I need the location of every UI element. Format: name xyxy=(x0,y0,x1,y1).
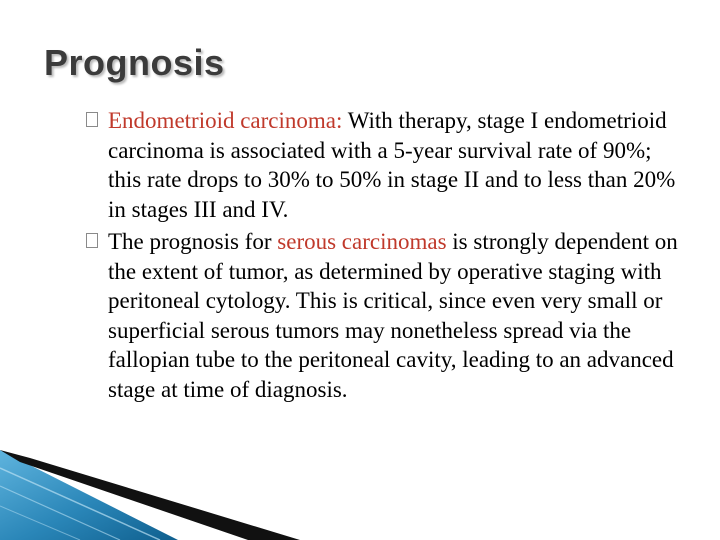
bullet-item-serous xyxy=(86,227,686,404)
bullet-text xyxy=(86,106,686,224)
bullet-text xyxy=(86,227,686,404)
slide-title: Prognosis xyxy=(44,42,225,83)
slide-body xyxy=(86,106,686,404)
box-bullet-icon xyxy=(86,112,98,127)
box-bullet-icon xyxy=(86,233,98,248)
bullet-body-text: is strongly dependent on the extent of tumor, as determined by operative staging with peritoneal cytology. This is critical, since even very small or superficial serous tumors may nonetheless spread via the fallopian tube to the peritoneal cavity, leading to an advanced stage at time of diagnosis. xyxy=(108,229,678,402)
bullet-item-endometrioid xyxy=(86,106,686,224)
corner-decoration xyxy=(0,450,300,540)
bullet-lead-text: The prognosis for xyxy=(108,229,278,254)
highlight-term: Endometrioid carcinoma: xyxy=(108,108,343,133)
highlight-term: serous carcinomas xyxy=(277,229,447,254)
bullet-body-text: With therapy, stage I endometrioid carcinoma is associated with a 5-year survival rate of 90%; this rate drops to 30% to 50% in stage II and to less than 20% in stages III and IV. xyxy=(108,108,676,222)
